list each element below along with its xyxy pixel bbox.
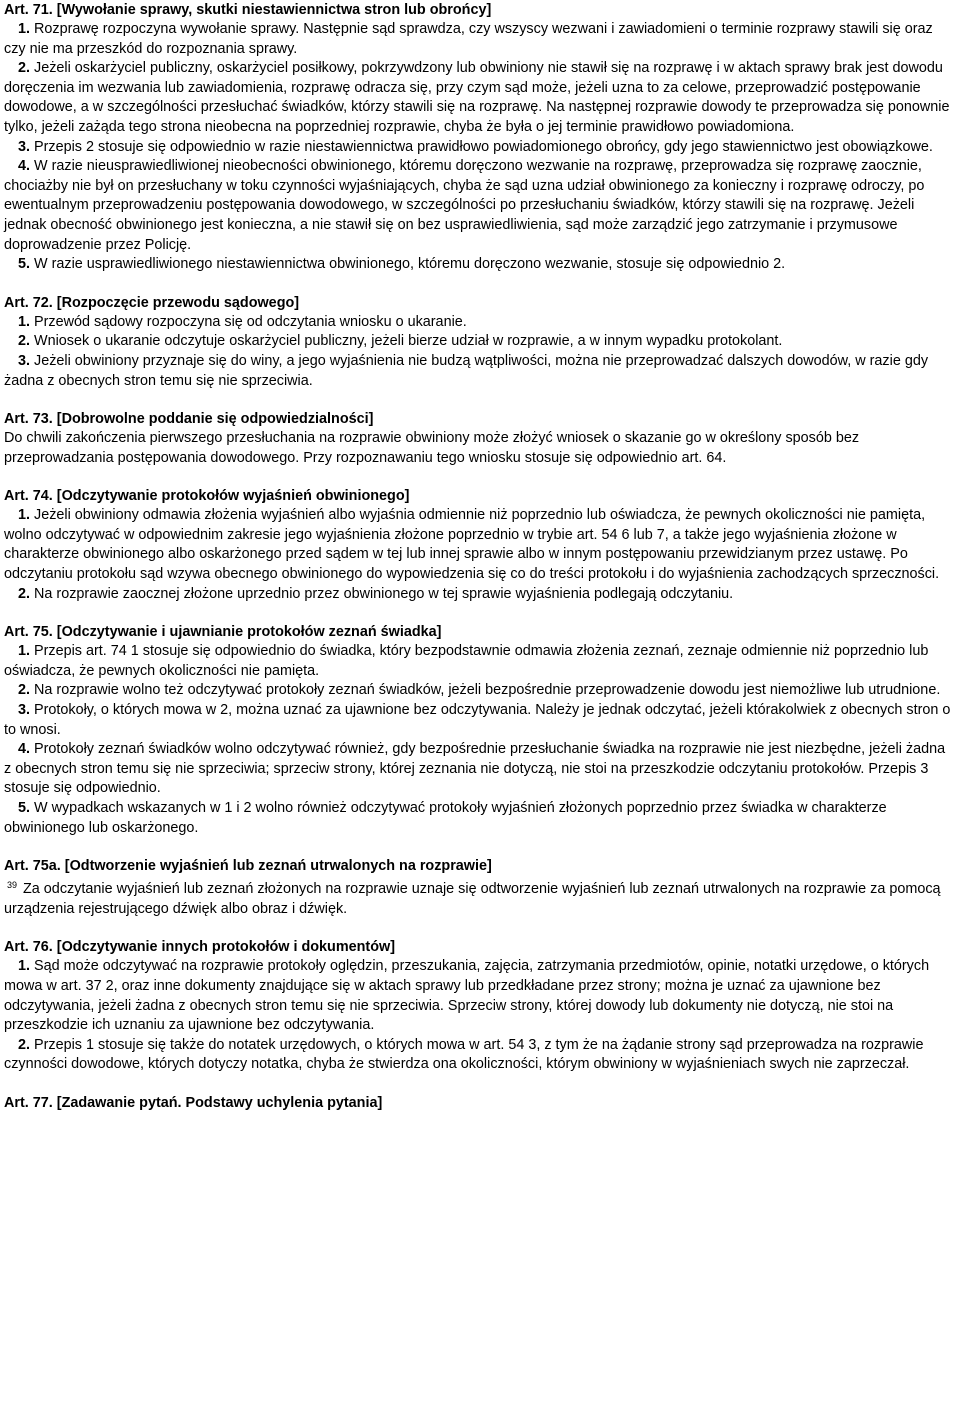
paragraph [4, 1036, 952, 1075]
article-number: Art. 73. [4, 411, 53, 428]
article-spacer [4, 1075, 952, 1093]
paragraph-number: 1. [18, 507, 31, 524]
paragraph [4, 157, 952, 255]
paragraph-number: 3. [18, 702, 31, 719]
paragraph-text: Do chwili zakończenia pierwszego przesłuchania na rozprawie obwiniony może złożyć wniosek o skazanie go w określony sposób bez przeprowadzania postępowania dowodowego. Przy rozpoznawaniu tego wniosku stosuje się odpowiednio art. 64. [4, 430, 860, 466]
article [4, 486, 952, 604]
article-spacer [4, 919, 952, 937]
paragraph-text: Wniosek o ukaranie odczytuje oskarżyciel publiczny, jeżeli bierze udział w rozprawie, a w innym wypadku protokolant. [34, 333, 783, 350]
paragraph [4, 585, 952, 605]
article-spacer [4, 604, 952, 622]
paragraph-number: 2. [18, 585, 31, 602]
paragraph [4, 701, 952, 740]
article-title: [Dobrowolne poddanie się odpowiedzialności] [56, 411, 374, 428]
article-spacer [4, 468, 952, 486]
paragraph-number: 5. [18, 256, 31, 273]
paragraph-number: 2. [18, 60, 31, 77]
document [4, 0, 952, 1113]
article-number: Art. 72. [4, 294, 53, 311]
article-heading [4, 1093, 952, 1113]
paragraph-text: Przepis 2 stosuje się odpowiednio w razie niestawiennictwa prawidłowo powiadomionego obrońcy, gdy jego stawiennictwo jest obowiązkowe. [34, 138, 933, 155]
paragraph-text: Przepis art. 74 1 stosuje się odpowiednio do świadka, który bezpodstawnie odmawia złożenia zeznań, zeznaje odmiennie niż poprzednio lub oświadcza, że pewnych okoliczności nie pamięta. [4, 643, 929, 679]
paragraph-number: 2. [18, 333, 31, 350]
paragraph-number: 1. [18, 958, 31, 975]
paragraph-text: Jeżeli obwiniony odmawia złożenia wyjaśnień albo wyjaśnia odmiennie niż poprzednio lub oświadcza, że pewnych okoliczności nie pamięta, wolno odczytywać w odpowiednim zakresie jego wyjaśnienia złożone poprzednio w trybie art. 54 6 lub 7, a także jego wyjaśnienia złożone w charakterze obwinionego albo oskarżonego przed sądem w tej lub innej sprawie albo w innym postępowaniu przewidzianym przez ustawę. Po odczytaniu protokołu sąd wzywa obecnego obwinionego do wypowiedzenia się co do treści protokołu i do wyjaśnienia zachodzących sprzeczności. [4, 507, 940, 583]
article [4, 1093, 952, 1113]
footnote-marker: 39 [7, 880, 18, 891]
paragraph-text: Rozprawę rozpoczyna wywołanie sprawy. Następnie sąd sprawdza, czy wszyscy wezwani i zawiadomieni o terminie rozprawy stawili się oraz czy nie ma przeszkód do rozpoznania sprawy. [4, 21, 933, 57]
paragraph [4, 681, 952, 701]
paragraph-number: 4. [18, 741, 31, 758]
paragraph-text: Przewód sądowy rozpoczyna się od odczytania wniosku o ukaranie. [34, 313, 467, 330]
article-heading [4, 0, 952, 20]
article-heading [4, 937, 952, 957]
paragraph [4, 506, 952, 584]
paragraph-text: W razie nieusprawiedliwionej nieobecności obwinionego, któremu doręczono wezwanie na rozprawę, przeprowadza się rozprawę zaocznie, chociażby nie był on przesłuchany w toku czynności wyjaśniających, chyba że sąd uzna udział obwinionego za konieczny i rozprawę odroczy, po ewentualnym przeprowadzeniu postępowania dowodowego, w szczególności po przesłuchaniu świadków, którzy stawili się na rozprawę. Jeżeli jednak obecność obwinionego jest konieczna, a nie stawił się on bez usprawiedliwienia, sąd może zarządzić jego zatrzymanie i przymusowe doprowadzenie przez Policję. [4, 158, 925, 253]
paragraph [4, 876, 952, 919]
article-heading [4, 293, 952, 313]
article-number: Art. 77. [4, 1094, 53, 1111]
article-number: Art. 75a. [4, 858, 61, 875]
paragraph-text: Sąd może odczytywać na rozprawie protokoły oględzin, przeszukania, zajęcia, zatrzymania przedmiotów, opinie, notatki urzędowe, o których mowa w art. 37 2, oraz inne dokumenty znajdujące się w aktach sprawy lub przedkładane przez strony; można je uznać za ujawnione bez odczytywania, jeżeli żadna z obecnych stron temu się nie sprzeciwia. Sprzeciw strony, której dowody lub dokumenty nie dotyczą, nie stoi na przeszkodzie ich uznaniu za ujawnione bez odczytywania. [4, 958, 930, 1034]
paragraph-text: Za odczytanie wyjaśnień lub zeznań złożonych na rozprawie uznaje się odtworzenie wyjaśnień lub zeznań utrwalonych na rozprawie za pomocą urządzenia rejestrującego dźwięk albo obraz i dźwięk. [4, 881, 941, 917]
article-number: Art. 74. [4, 488, 53, 505]
paragraph-number: 4. [18, 158, 31, 175]
paragraph [4, 138, 952, 158]
article-title: [Odczytywanie i ujawnianie protokołów zeznań świadka] [56, 624, 442, 641]
article-number: Art. 75. [4, 624, 53, 641]
article [4, 409, 952, 468]
paragraph-text: Protokoły zeznań świadków wolno odczytywać również, gdy bezpośrednie przesłuchanie świadka na rozprawie nie jest niezbędne, jeżeli żadna z obecnych stron temu się nie sprzeciwia; sprzeciw strony, której zeznania nie dotyczą, nie stoi na przeszkodzie odczytaniu protokołów. Przepis 3 stosuje się odpowiednio. [4, 741, 946, 797]
paragraph-number: 2. [18, 1036, 31, 1053]
paragraph [4, 799, 952, 838]
article [4, 856, 952, 919]
paragraph-number: 1. [18, 643, 31, 660]
paragraph [4, 740, 952, 799]
article-title: [Zadawanie pytań. Podstawy uchylenia pytania] [56, 1094, 383, 1111]
paragraph [4, 59, 952, 137]
article-number: Art. 76. [4, 939, 53, 956]
paragraph [4, 352, 952, 391]
paragraph [4, 429, 952, 468]
article [4, 937, 952, 1075]
paragraph-number: 1. [18, 21, 31, 37]
paragraph-text: Protokoły, o których mowa w 2, można uznać za ujawnione bez odczytywania. Należy je jednak odczytać, jeżeli którakolwiek z obecnych stron o to wnosi. [4, 702, 951, 738]
paragraph [4, 332, 952, 352]
article-heading [4, 486, 952, 506]
article-title: [Rozpoczęcie przewodu sądowego] [56, 294, 300, 311]
article-heading [4, 856, 952, 876]
article [4, 622, 952, 838]
article-spacer [4, 838, 952, 856]
article-heading [4, 409, 952, 429]
paragraph-text: Jeżeli obwiniony przyznaje się do winy, a jego wyjaśnienia nie budzą wątpliwości, można nie przeprowadzać dalszych dowodów, w razie gdy żadna z obecnych stron temu się nie sprzeciwia. [4, 352, 929, 389]
paragraph [4, 255, 952, 275]
paragraph-number: 2. [18, 682, 31, 699]
article-spacer [4, 391, 952, 409]
article-heading [4, 622, 952, 642]
article [4, 293, 952, 391]
paragraph [4, 957, 952, 1035]
article-number: Art. 71. [4, 2, 53, 18]
paragraph-text: Przepis 1 stosuje się także do notatek urzędowych, o których mowa w art. 54 3, z tym że na żądanie strony sąd przeprowadza na rozprawie czynności dowodowe, których dotyczy notatka, chyba że stwierdza ona okoliczności, którym obwiniony w wyjaśnieniach swych nie zaprzeczał. [4, 1036, 924, 1073]
paragraph-text: Jeżeli oskarżyciel publiczny, oskarżyciel posiłkowy, pokrzywdzony lub obwiniony nie stawił się na rozprawę i w aktach sprawy brak jest dowodu doręczenia im wezwania lub zawiadomienia, rozprawę odracza się, przy czym sąd może, jeżeli uzna to za celowe, przeprowadzić postępowanie dowodowe, a w szczególności przesłuchać świadków, którzy stawili się na rozprawę. Na następnej rozprawie dowody te przeprowadza się ponownie tylko, jeżeli zażąda tego strona nieobecna na poprzedniej rozprawie, chyba że była o jej terminie prawidłowo powiadomiona. [4, 60, 950, 135]
paragraph-text: W razie usprawiedliwionego niestawiennictwa obwinionego, któremu doręczono wezwanie, stosuje się odpowiednio 2. [34, 256, 786, 273]
article-title: [Wywołanie sprawy, skutki niestawiennictwa stron lub obrońcy] [56, 2, 492, 18]
paragraph-text: Na rozprawie zaocznej złożone uprzednio przez obwinionego w tej sprawie wyjaśnienia podlegają odczytaniu. [34, 585, 734, 602]
article-title: [Odczytywanie innych protokołów i dokumentów] [56, 939, 395, 956]
article-spacer [4, 275, 952, 293]
article-title: [Odtworzenie wyjaśnień lub zeznań utrwalonych na rozprawie] [64, 858, 492, 875]
article [4, 0, 952, 275]
paragraph [4, 313, 952, 333]
paragraph [4, 20, 952, 59]
paragraph-number: 3. [18, 352, 31, 369]
paragraph [4, 642, 952, 681]
paragraph-number: 3. [18, 138, 31, 155]
paragraph-text: Na rozprawie wolno też odczytywać protokoły zeznań świadków, jeżeli bezpośrednie przeprowadzenie dowodu jest niemożliwe lub utrudnione. [34, 682, 941, 699]
paragraph-number: 5. [18, 800, 31, 816]
article-title: [Odczytywanie protokołów wyjaśnień obwinionego] [56, 488, 410, 505]
paragraph-text: W wypadkach wskazanych w 1 i 2 wolno również odczytywać protokoły wyjaśnień złożonych poprzednio przez świadka w charakterze obwinionego lub oskarżonego. [4, 800, 887, 836]
paragraph-number: 1. [18, 313, 31, 330]
